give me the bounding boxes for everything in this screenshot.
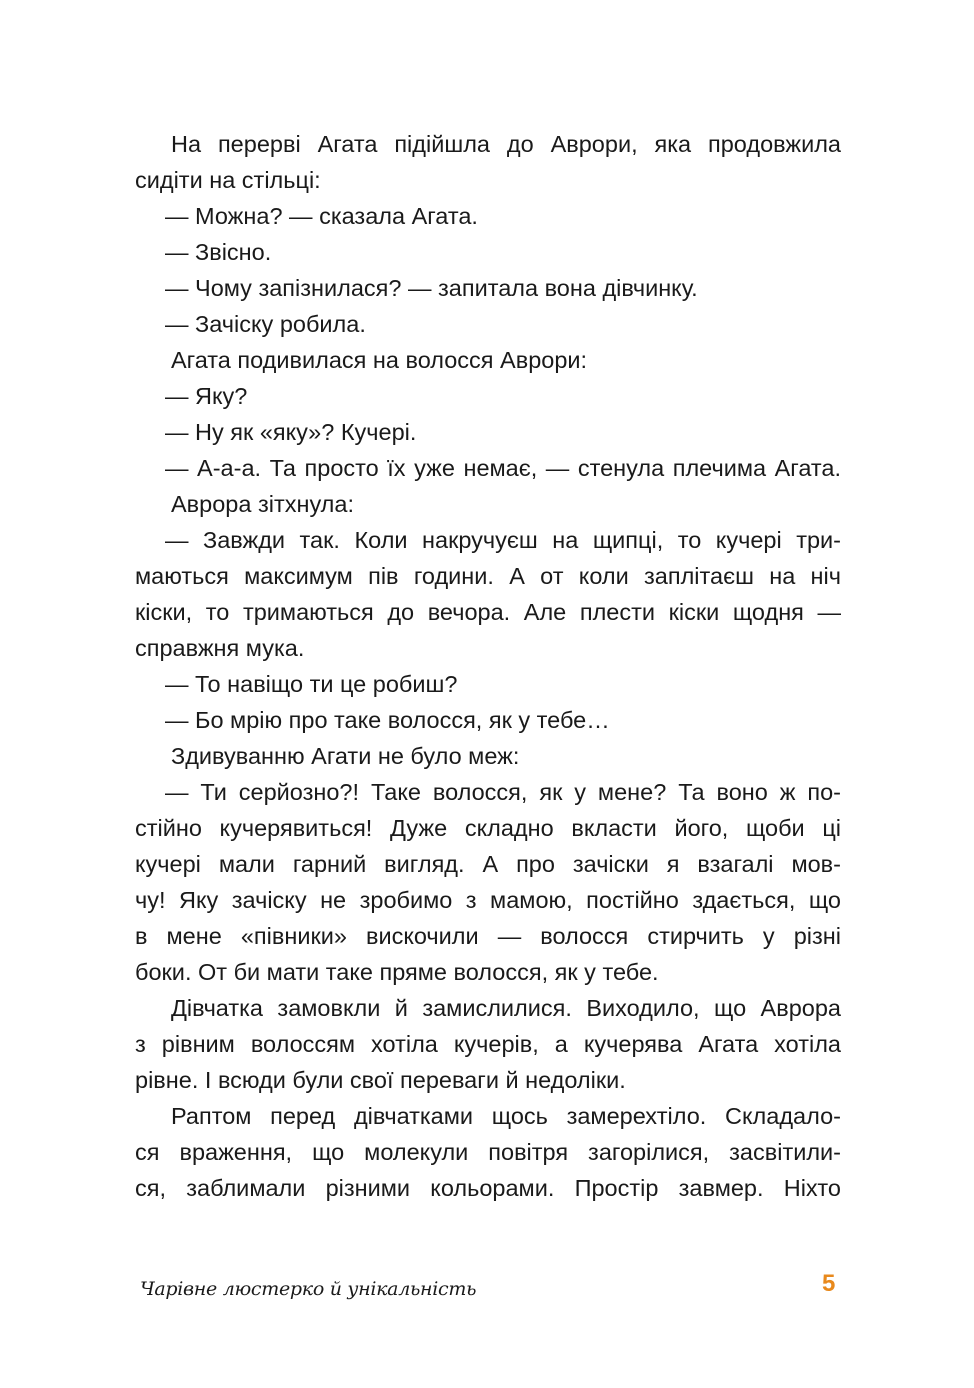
text-line: кіски, то тримаються до вечора. Але плести кіски щодня — [135,599,841,625]
text-line: — Завжди так. Коли накручуєш на щипці, то кучері три- [165,527,841,553]
text-line: На перерві Агата підійшла до Аврори, яка продовжила [171,131,841,157]
text-line: ся, заблимали різними кольорами. Простір завмер. Ніхто [135,1175,841,1201]
text-line: Дівчатка замовкли й замислилися. Виходило, що Аврора [171,995,841,1021]
text-line: Агата подивилася на волосся Аврори: [171,347,588,373]
text-line: — Зачіску робила. [165,311,366,337]
text-line: — Можна? — сказала Агата. [165,203,478,229]
text-line: чу! Яку зачіску не зробимо з мамою, постійно здається, що [135,887,841,913]
text-line: маються максимум пів години. А от коли заплітаєш на ніч [135,563,841,589]
text-line: — Ти серйозно?! Таке волосся, як у мене? Та воно ж по- [165,779,841,805]
text-line: — Бо мрію про таке волосся, як у тебе… [165,707,610,733]
text-line: сидіти на стільці: [135,167,321,193]
text-line: стійно кучерявиться! Дуже складно вкласти його, щоби ці [135,815,841,841]
text-line: кучері мали гарний вигляд. А про зачіски я взагалі мов- [135,851,841,877]
text-line: — Ну як «яку»? Кучері. [165,419,417,445]
text-line: — Звісно. [165,239,272,265]
text-line: — А-а-а. Та просто їх уже немає, — стенула плечима Агата. [165,455,841,481]
text-line: справжня мука. [135,635,305,661]
text-line: в мене «півники» вискочили — волосся стирчить у різні [135,923,841,949]
page-body-text [135,126,841,1206]
page-number: 5 [822,1270,836,1297]
text-line: рівне. І всюди були свої переваги й недоліки. [135,1067,626,1093]
text-line: — Яку? [165,383,248,409]
text-line: Аврора зітхнула: [171,491,354,517]
text-line: Раптом перед дівчатками щось замерехтіло. Складало- [171,1103,841,1129]
text-line: ся враження, що молекули повітря загорілися, засвітили- [135,1139,841,1165]
text-line: — Чому запізнилася? — запитала вона дівчинку. [165,275,698,301]
text-line: — То навіщо ти це робиш? [165,671,458,697]
text-line: боки. От би мати таке пряме волосся, як у тебе. [135,959,659,985]
running-footer-book-title: Чарівне люстерко й унікальність [140,1278,477,1300]
text-line: Здивуванню Агати не було меж: [171,743,520,769]
text-line: з рівним волоссям хотіла кучерів, а кучерява Агата хотіла [135,1031,841,1057]
